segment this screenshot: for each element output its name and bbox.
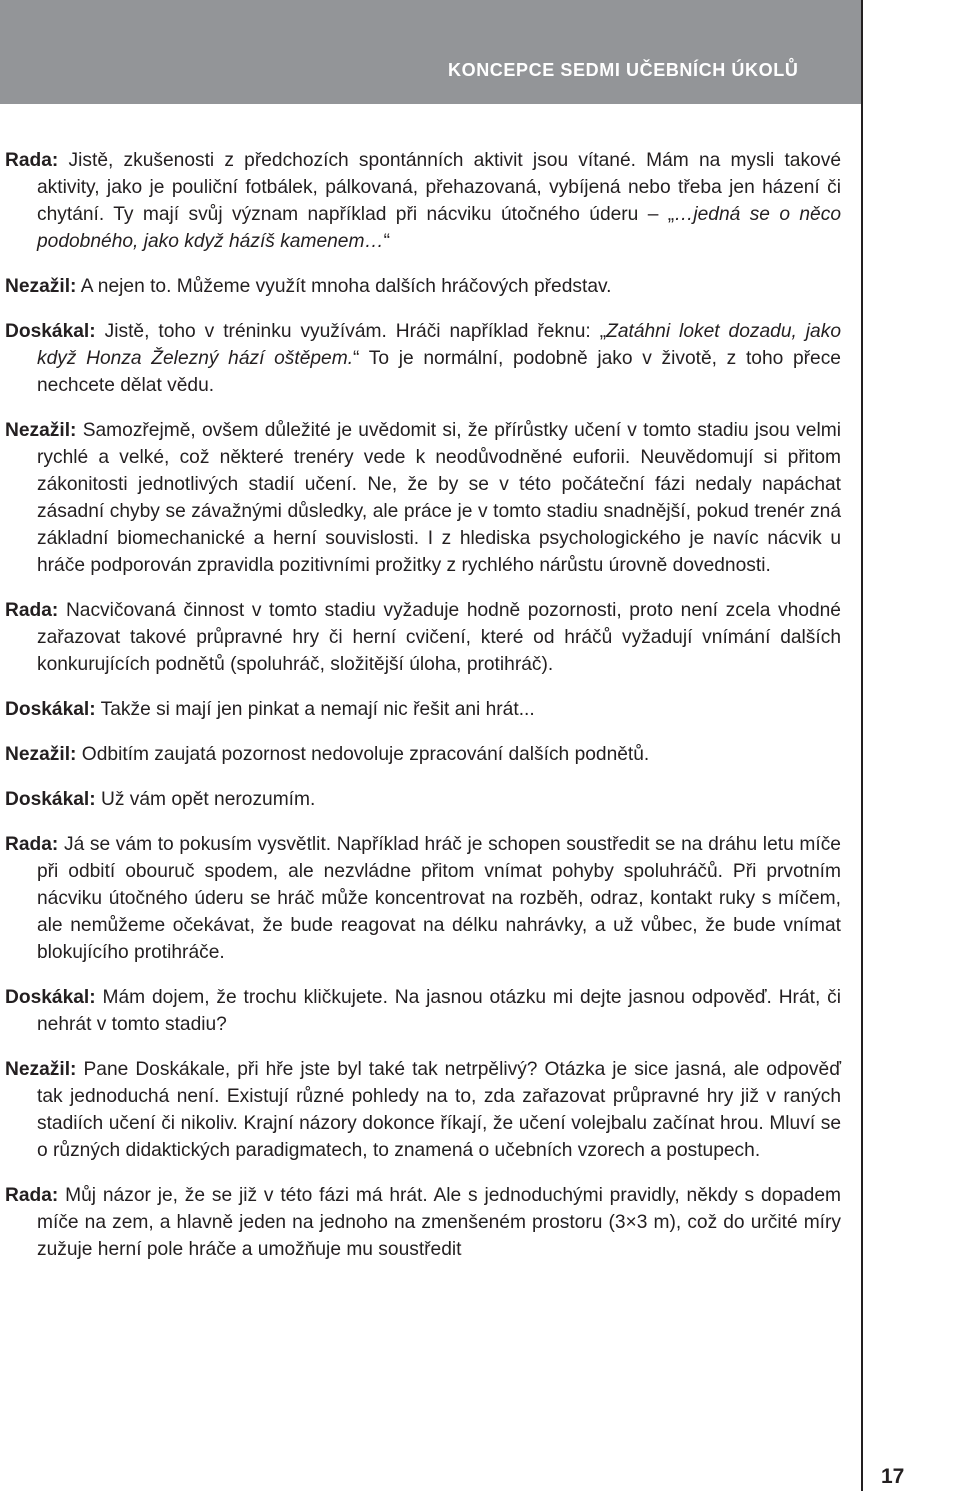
dialogue-paragraph <box>5 318 841 399</box>
speaker-name: Doskákal: <box>5 987 96 1008</box>
speech-text <box>82 744 649 765</box>
speaker-name: Doskákal: <box>5 789 96 810</box>
speech-segment: Už vám opět nerozumím. <box>101 789 316 810</box>
speech-segment: Takže si mají jen pinkat a nemají nic řešit ani hrát... <box>100 699 535 720</box>
speaker-name: Nezažil: <box>5 276 77 297</box>
quoted-phrase: …jedná se o něco podobného, jako když házíš kamenem… <box>37 204 841 252</box>
speech-segment: Já se vám to pokusím vysvětlit. Například hráč je schopen soustředit se na dráhu letu míče při odbití obouruč spodem, ale nezvládne přitom vnímat pohyby spoluhráčů. Při prvotním nácviku útočného úderu se hráč může koncentrovat na rozběh, odraz, kontakt ruky s míčem, ale nemůžeme očekávat, že bude reagovat na délku nahrávky, a už vůbec, že bude vnímat blokujícího protihráče. <box>37 834 841 963</box>
speaker-name: Rada: <box>5 1185 59 1206</box>
speech-text <box>37 420 841 576</box>
dialogue-paragraph <box>5 786 841 813</box>
speech-text <box>37 150 841 252</box>
speech-segment: Odbitím zaujatá pozornost nedovoluje zpracování dalších podnětů. <box>81 744 650 765</box>
speech-segment: Můj názor je, že se již v této fázi má hrát. Ale s jednoduchými pravidly, někdy s dopadem míče na zem, a hlavně jeden na jednoho na zmenšeném prostoru (3×3 m), což do určité míry zužuje herní pole hráče a umožňuje mu soustředit <box>37 1185 841 1260</box>
speech-segment: “ To je normální, podobně jako v životě, z toho přece nechcete dělat vědu. <box>37 348 841 396</box>
speech-text <box>37 1059 841 1161</box>
speaker-name: Nezažil: <box>5 744 77 765</box>
dialogue-paragraph <box>5 741 841 768</box>
speaker-name: Rada: <box>5 600 59 621</box>
speaker-name: Doskákal: <box>5 699 96 720</box>
speaker-name: Nezažil: <box>5 1059 77 1080</box>
speech-segment: “ <box>383 231 391 252</box>
dialogue-paragraph <box>5 984 841 1038</box>
dialogue <box>5 147 841 1281</box>
chapter-title: KONCEPCE SEDMI UČEBNÍCH ÚKOLŮ <box>448 60 799 80</box>
speech-text <box>101 789 315 810</box>
dialogue-paragraph <box>5 696 841 723</box>
speech-text <box>101 699 535 720</box>
speaker-name: Rada: <box>5 834 59 855</box>
speech-segment: Samozřejmě, ovšem důležité je uvědomit si, že přírůstky učení v tomto stadiu jsou velmi rychlé a velké, což některé trenéry vede k neodůvodněné euforii. Neuvědomují si přitom zákonitosti jednotlivých stadií učení. Ne, že by se v této počáteční fázi nedaly napáchat zásadní chyby se závažnými důsledky, ale práce je v tomto stadiu snadnější, pokud trenér zná základní biomechanické a herní souvislosti. I z hlediska psychologického je navíc nácvik u hráče podporován zpravidla pozitivními prožitky z rychlého nárůstu úrovně dovednosti. <box>37 420 841 576</box>
dialogue-paragraph <box>5 147 841 255</box>
speech-text <box>37 987 841 1035</box>
speaker-name: Doskákal: <box>5 321 96 342</box>
header-band <box>0 0 861 104</box>
dialogue-paragraph <box>5 597 841 678</box>
speech-segment: Mám dojem, že trochu kličkujete. Na jasnou otázku mi dejte jasnou odpověď. Hrát, či nehrát v tomto stadiu? <box>37 987 841 1035</box>
speech-text <box>37 1185 841 1260</box>
speaker-name: Rada: <box>5 150 59 171</box>
speech-segment: Jistě, toho v tréninku využívám. Hráči například řeknu: „ <box>104 321 607 342</box>
speaker-name: Nezažil: <box>5 420 77 441</box>
speech-text <box>37 600 841 675</box>
dialogue-paragraph <box>5 1182 841 1263</box>
speech-text <box>37 321 841 396</box>
dialogue-paragraph <box>5 831 841 966</box>
dialogue-paragraph <box>5 1056 841 1164</box>
speech-segment: Nacvičovaná činnost v tomto stadiu vyžaduje hodně pozornosti, proto není zcela vhodné zařazovat takové průpravné hry či herní cvičení, které od hráčů vyžadují vnímání dalších konkurujících podnětů (spoluhráč, složitější úloha, protihráč). <box>37 600 841 675</box>
speech-text <box>81 276 612 297</box>
page-number: 17 <box>881 1465 905 1488</box>
speech-segment: Pane Doskákale, při hře jste byl také tak netrpělivý? Otázka je sice jasná, ale odpověď tak jednoduchá není. Existují různé pohledy na to, zda zařazovat průpravné hry již v raných stadiích učení či nikoliv. Krajní názory dokonce říkají, že učení volejbalu začínat hrou. Mluví se o různých didaktických paradigmatech, to znamená o učebních vzorech a postupech. <box>37 1059 841 1161</box>
dialogue-paragraph <box>5 417 841 579</box>
dialogue-paragraph <box>5 273 841 300</box>
speech-segment: Jistě, zkušenosti z předchozích spontánních aktivit jsou vítané. Mám na mysli takové aktivity, jako je pouliční fotbálek, pálkovaná, přehazovaná, vybíjená nebo třeba jen házení či chytání. Ty mají svůj význam například při nácviku útočného úderu – „ <box>37 150 841 225</box>
speech-segment: A nejen to. Můžeme využít mnoha dalších hráčových představ. <box>80 276 612 297</box>
speech-text <box>37 834 841 963</box>
quoted-phrase: Zatáhni loket dozadu, jako když Honza Železný hází oštěpem. <box>37 321 841 369</box>
margin-rule <box>861 0 863 1491</box>
